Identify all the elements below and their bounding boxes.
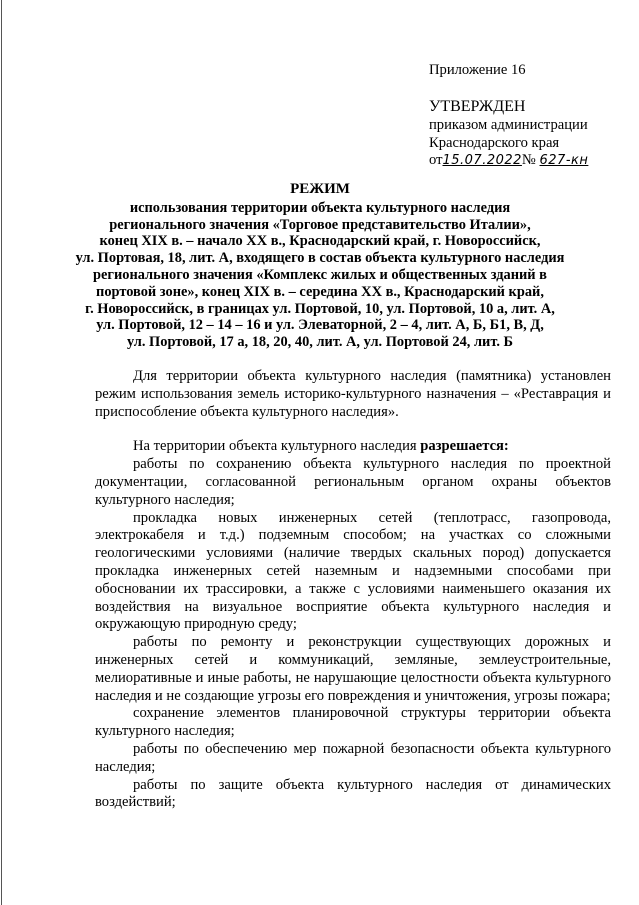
approval-line-1: приказом администрации [429,117,588,134]
permitted-heading-bold: разрешается: [420,438,509,455]
handwritten-number: 627-кн [539,153,589,169]
title-line: регионального значения «Комплекс жилых и общественных зданий в [93,266,547,283]
permitted-item: работы по ремонту и реконструкции существующих дорожных и инженерных сетей и коммуникаций, земляные, землеустроительные, мелиоративные и иные работы, не нарушающие целостности объекта культурного наследия и не создающие угрозы его повреждения и уничтожения, угрозы пожара; [95,634,611,704]
title-line: ул. Портовой, 17 а, 18, 20, 40, лит. А, ул. Портовой 24, лит. Б [126,334,514,351]
approval-line-2: Краснодарского края [429,134,560,151]
title-line: использования территории объекта культурного наследия [129,199,511,216]
title-line: г. Новороссийск, в границах ул. Портовой, 10, ул. Портовой, 10 а, лит. А, [85,300,555,317]
approved-stamp-title: УТВЕРЖДЕН [429,97,526,115]
approval-block [429,62,634,170]
permitted-item: работы по обеспечению мер пожарной безопасности объекта культурного наследия; [95,740,611,775]
permitted-heading-text: На территории объекта культурного наследия [133,438,421,455]
page-edge-line [1,0,2,905]
title-line: портовой зоне», конец XIX в. – середина XX в., Краснодарский край, [96,283,544,300]
permitted-item: прокладка новых инженерных сетей (теплотрасс, газопровода, электрокабеля и т.д.) подземным способом; на участках со сложными геологическими условиями (наличие твердых скальных пород) допускается прокладка инженерных сетей наземным и надземными способами при обосновании их трассировки, а также с условиями наименьшего оказания их воздействия на визуальное восприятие объекта культурного наследия и окружающую природную среду; [95,509,611,633]
approval-date-line [429,152,634,170]
intro-paragraph: Для территории объекта культурного наследия (памятника) установлен режим использования земель историко-культурного назначения – «Реставрация и приспособление объекта культурного наследия». [95,368,611,420]
number-prefix: № [521,152,536,169]
handwritten-date: 15.07.2022 [442,153,522,169]
permitted-item: работы по сохранению объекта культурного наследия по проектной документации, согласованной региональным органом охраны объектов культурного наследия; [95,456,611,508]
appendix-label: Приложение 16 [429,62,526,78]
permitted-item: сохранение элементов планировочной структуры территории объекта культурного наследия; [95,705,611,740]
title-regime: РЕЖИМ [290,181,350,197]
permitted-heading [95,438,611,456]
title-line: ул. Портовая, 18, лит. А, входящего в состав объекта культурного наследия [75,250,565,267]
document-body [95,368,611,812]
date-prefix: от [429,152,443,169]
title-line: конец XIX в. – начало XX в., Краснодарский край, г. Новороссийск, [99,233,541,250]
permitted-item: работы по защите объекта культурного наследия от динамических воздействий; [95,776,611,811]
document-title [20,181,620,351]
title-line: регионального значения «Торговое представительство Италии», [109,216,531,233]
title-line: ул. Портовой, 12 – 14 – 16 и ул. Элеваторной, 2 – 4, лит. А, Б, Б1, В, Д, [96,317,544,334]
